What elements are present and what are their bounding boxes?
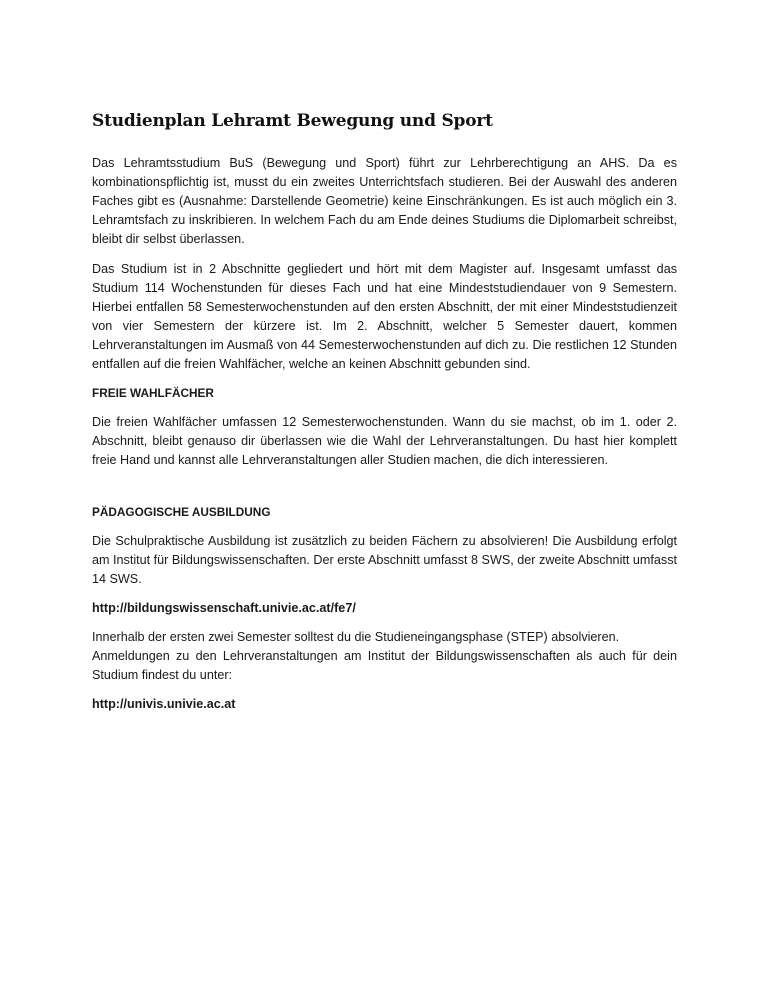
- document-page: [92, 112, 677, 724]
- section-heading-paedagogische-ausbildung: PÄDAGOGISCHE AUSBILDUNG: [92, 504, 271, 519]
- section-heading-freie-wahlfaecher: FREIE WAHLFÄCHER: [92, 386, 214, 401]
- paedagogik-paragraph: Die Schulpraktische Ausbildung ist zusätzlich zu beiden Fächern zu absolvieren! Die Ausbildung erfolgt am Institut für Bildungswissenschaften. Der erste Abschnitt umfasst 8 SWS, der zweite Abschnitt umfasst 14 SWS.: [92, 533, 677, 586]
- step-paragraph: Innerhalb der ersten zwei Semester solltest du die Studieneingangsphase (STEP) absolvieren.: [92, 629, 620, 644]
- intro-paragraph: Das Lehramtsstudium BuS (Bewegung und Sport) führt zur Lehrberechtigung an AHS. Da es kombinationspflichtig ist, musst du ein zweites Unterrichtsfach studieren. Bei der Auswahl des anderen Faches gibt es (Ausnahme: Darstellende Geometrie) keine Einschränkungen. Es ist auch möglich ein 3. Lehramtsfach zu inskribieren. In welchem Fach du am Ende deines Studiums die Diplomarbeit schreibst, bleibt dir selbst überlassen.: [92, 156, 677, 247]
- structure-paragraph: Das Studium ist in 2 Abschnitte gegliedert und hört mit dem Magister auf. Insgesamt umfasst das Studium 114 Wochenstunden für dieses Fach und hat eine Mindeststudiendauer von 9 Semestern. Hierbei entfallen 58 Semesterwochenstunden auf den ersten Abschnitt, der mit einer Mindeststudienzeit von vier Semestern der kürzere ist. Im 2. Abschnitt, welcher 5 Semester dauert, kommen Lehrveranstaltungen im Ausmaß von 44 Semesterwochenstunden auf dich zu. Die restlichen 12 Stunden entfallen auf die freien Wahlfächer, welche an keinen Abschnitt gebunden sind.: [92, 261, 677, 372]
- univis-link[interactable]: http://univis.univie.ac.at: [92, 697, 236, 712]
- bildungswissenschaft-link[interactable]: http://bildungswissenschaft.univie.ac.at/fe7/: [92, 600, 356, 615]
- anmeldung-paragraph: Anmeldungen zu den Lehrveranstaltungen am Institut der Bildungswissenschaften als auch für dein Studium findest du unter:: [92, 649, 677, 683]
- document-title: Studienplan Lehramt Bewegung und Sport: [92, 111, 493, 131]
- freie-wahlfaecher-paragraph: Die freien Wahlfächer umfassen 12 Semesterwochenstunden. Wann du sie machst, ob im 1. oder 2. Abschnitt, bleibt genauso dir überlassen wie die Wahl der Lehrveranstaltungen. Du hast hier komplett freie Hand und kannst alle Lehrveranstaltungen aller Studien machen, die dich interessieren.: [92, 415, 677, 468]
- spacer: [92, 481, 677, 503]
